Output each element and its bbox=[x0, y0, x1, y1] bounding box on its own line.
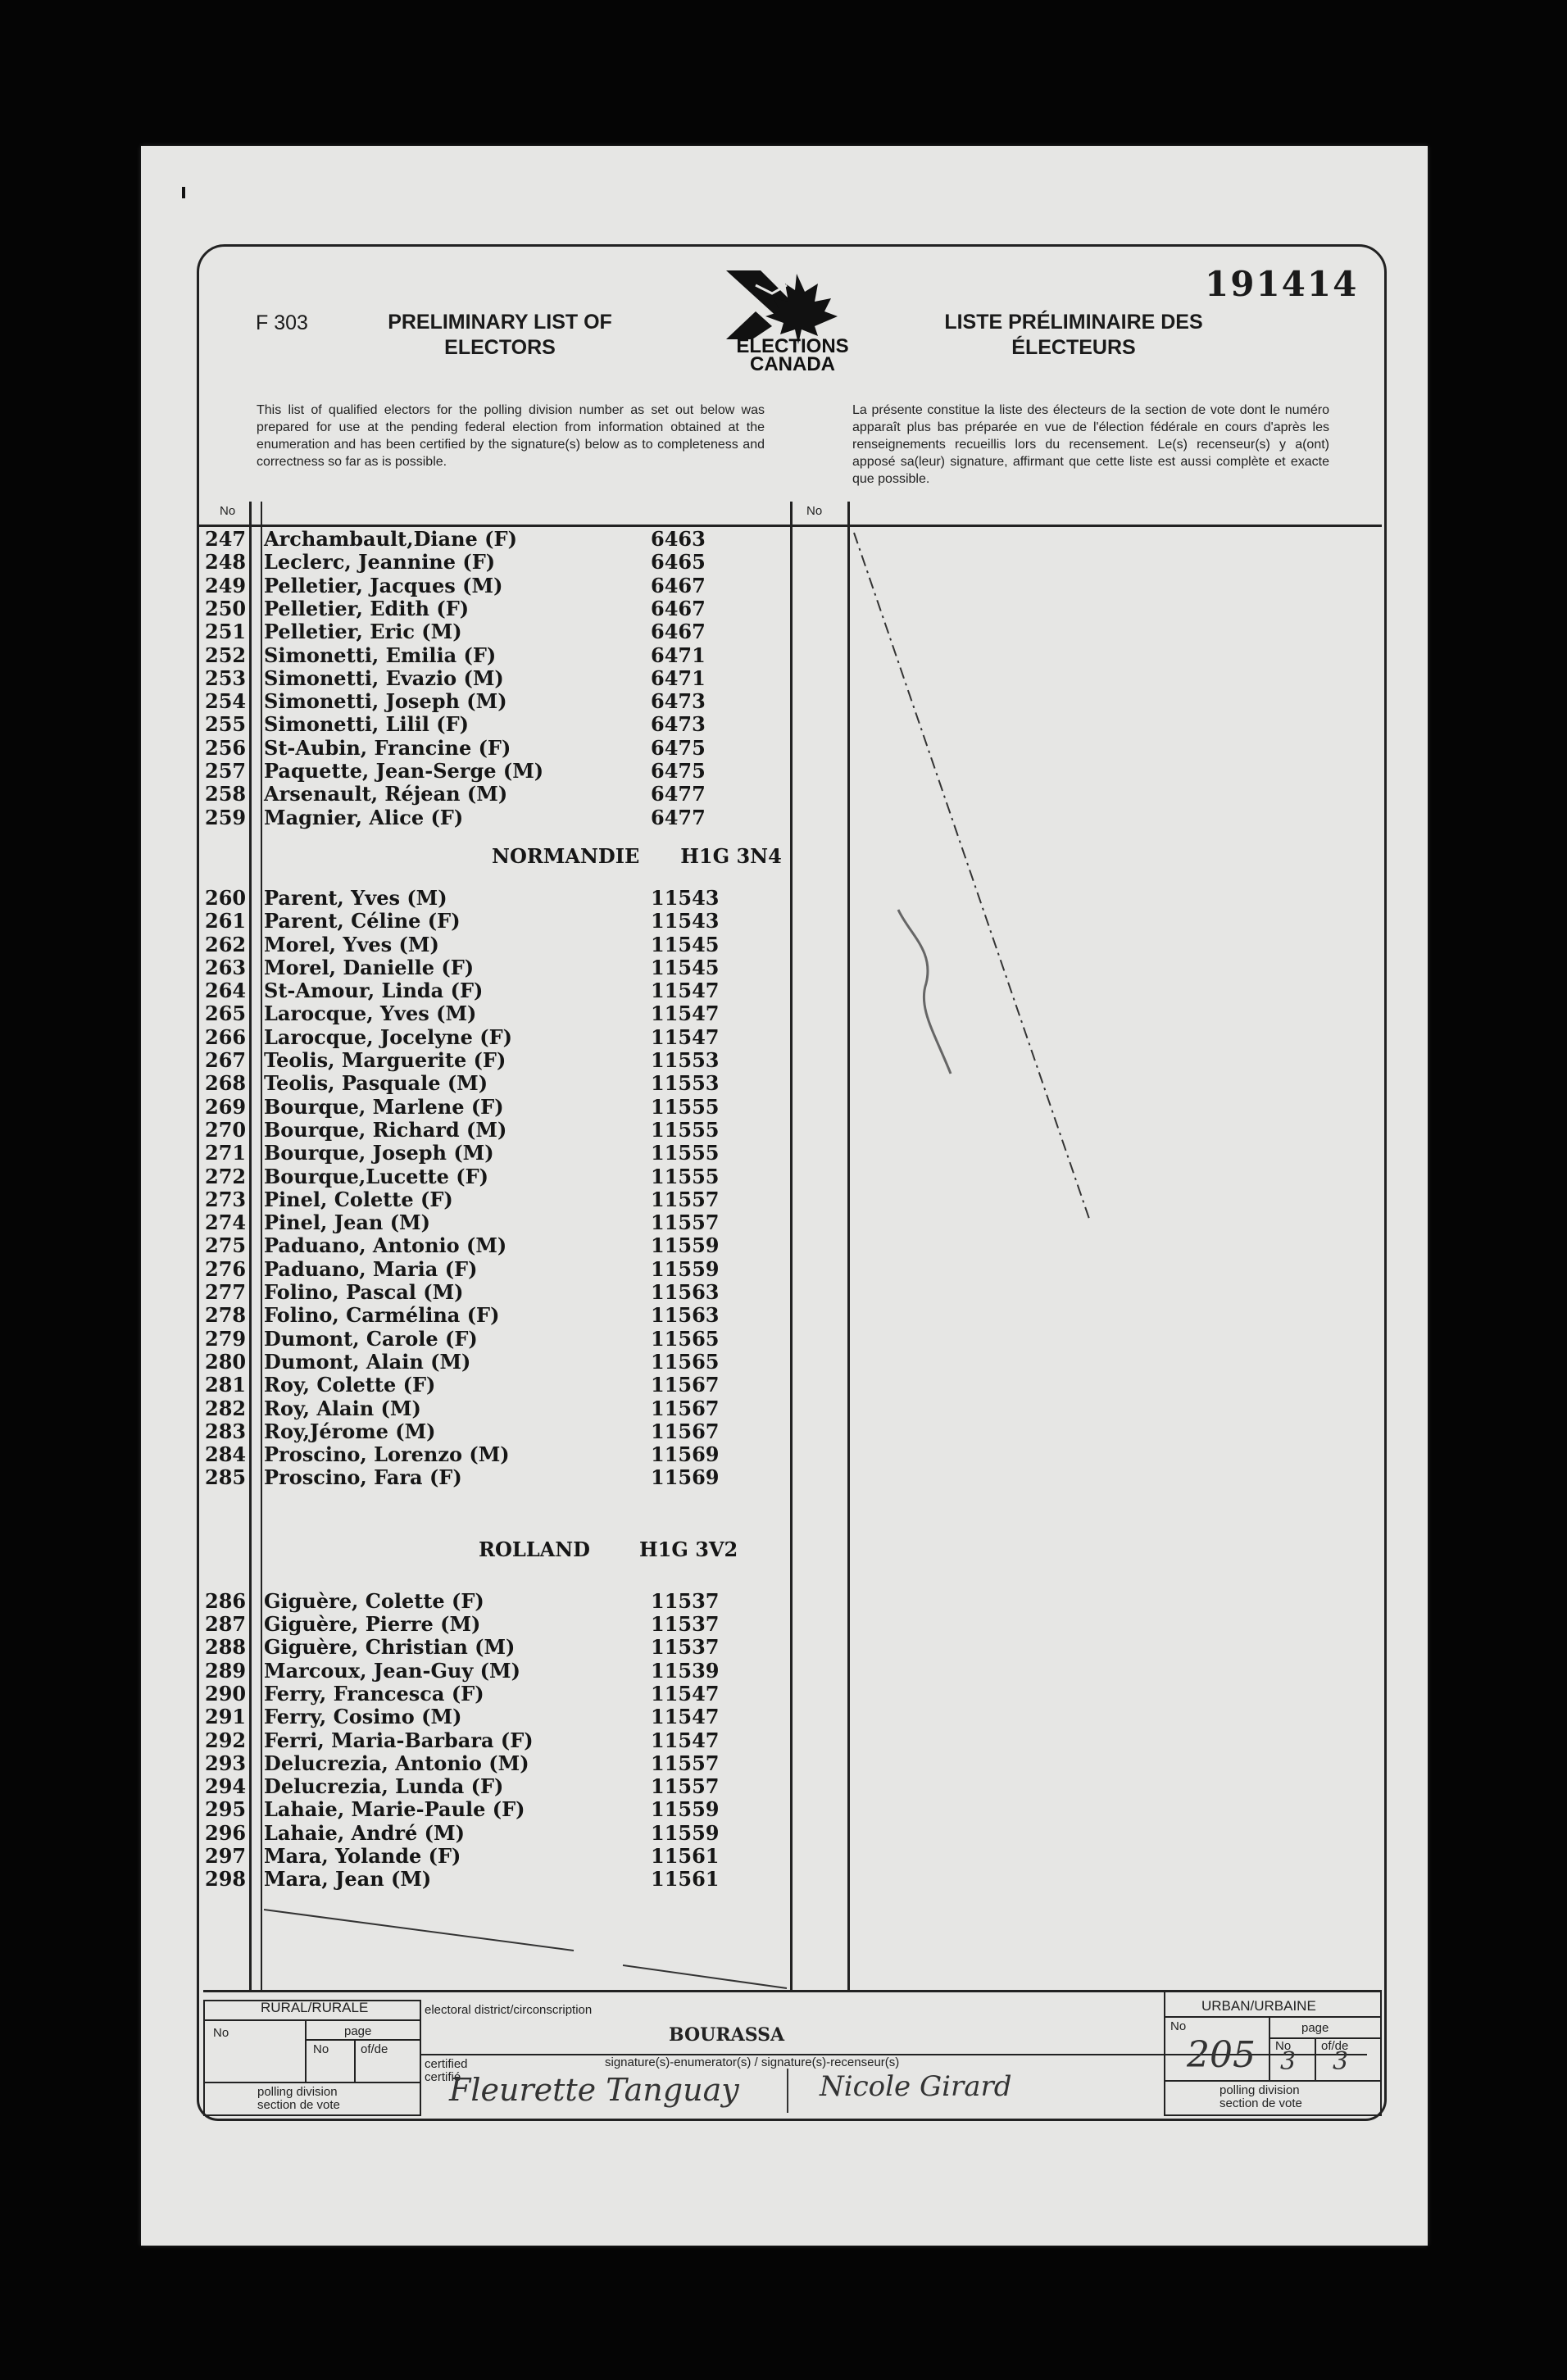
elector-number: 267 bbox=[205, 1048, 247, 1072]
elector-name: Giguère, Pierre (M) bbox=[264, 1612, 481, 1636]
rural-polling-label: polling division bbox=[257, 2085, 338, 2099]
logo-text-line1: ELECTIONS bbox=[736, 335, 849, 357]
urban-section-label: section de vote bbox=[1220, 2096, 1302, 2110]
civic-number: 11543 bbox=[651, 885, 720, 910]
civic-number: 11553 bbox=[651, 1071, 720, 1096]
column-rule bbox=[249, 502, 252, 1992]
civic-number: 6467 bbox=[651, 620, 706, 644]
civic-number: 11547 bbox=[651, 1002, 720, 1026]
elector-number: 260 bbox=[205, 885, 247, 910]
civic-number: 11559 bbox=[651, 1820, 720, 1845]
street-heading bbox=[479, 1537, 738, 1562]
elector-name: Delucrezia, Antonio (M) bbox=[264, 1751, 529, 1775]
civic-number: 11567 bbox=[651, 1396, 720, 1420]
elector-name: Ferry, Cosimo (M) bbox=[264, 1705, 462, 1729]
elector-name: St-Aubin, Francine (F) bbox=[264, 735, 511, 760]
elector-number: 284 bbox=[205, 1442, 247, 1467]
civic-number: 11547 bbox=[651, 1705, 720, 1729]
elector-name: Pinel, Colette (F) bbox=[264, 1187, 453, 1211]
civic-number: 11569 bbox=[651, 1465, 720, 1490]
elector-name: Delucrezia, Lunda (F) bbox=[264, 1774, 504, 1799]
title-english: PRELIMINARY LIST OF ELECTORS bbox=[388, 311, 612, 359]
rural-label: RURAL/RURALE bbox=[261, 2000, 369, 2015]
elector-name: Dumont, Alain (M) bbox=[264, 1349, 471, 1374]
logo-wordmark bbox=[715, 335, 870, 375]
elector-name: Teolis, Pasquale (M) bbox=[264, 1071, 488, 1096]
civic-number: 11565 bbox=[651, 1326, 720, 1351]
civic-number: 6463 bbox=[651, 527, 706, 551]
logo-text-line2: CANADA bbox=[750, 353, 835, 375]
civic-number: 11559 bbox=[651, 1797, 720, 1822]
column-rule bbox=[790, 502, 793, 1992]
civic-number: 11561 bbox=[651, 1844, 720, 1868]
elector-name: Giguère, Colette (F) bbox=[264, 1588, 484, 1613]
elector-number: 279 bbox=[205, 1326, 247, 1351]
elector-name: Simonetti, Evazio (M) bbox=[264, 665, 504, 690]
urban-rule bbox=[1315, 2039, 1316, 2080]
civic-number: 6471 bbox=[651, 665, 706, 690]
elector-name: Paduano, Maria (F) bbox=[264, 1256, 478, 1281]
elector-name: Proscino, Fara (F) bbox=[264, 1465, 462, 1490]
elector-number: 259 bbox=[205, 805, 247, 829]
civic-number: 11569 bbox=[651, 1442, 720, 1467]
rural-rule bbox=[203, 2082, 420, 2083]
elector-name: Paduano, Antonio (M) bbox=[264, 1233, 507, 1258]
elector-number: 292 bbox=[205, 1728, 247, 1752]
elector-number: 276 bbox=[205, 1256, 247, 1281]
street-heading bbox=[492, 844, 782, 869]
civic-number: 6471 bbox=[651, 643, 706, 667]
elector-number: 270 bbox=[205, 1117, 247, 1142]
civic-number: 6475 bbox=[651, 735, 706, 760]
urban-page-no-label: No bbox=[1275, 2039, 1292, 2053]
civic-number: 11557 bbox=[651, 1187, 720, 1211]
intro-french: La présente constitue la liste des électeurs de la section de vote dont le numéro apparaît plus bas préparée en vue de l'élection fédérale en cours d'après les renseignements recueillis lors du recensement. Le(s) recenseur(s) y a(ont) apposé sa(leur) signature, affirmant que cette liste est aussi complète et exacte que possible. bbox=[852, 403, 1329, 486]
rural-rule bbox=[305, 2021, 307, 2082]
elector-number: 274 bbox=[205, 1210, 247, 1235]
urban-rule bbox=[1164, 2080, 1380, 2082]
civic-number: 6467 bbox=[651, 596, 706, 620]
elector-number: 269 bbox=[205, 1094, 247, 1119]
civic-number: 11547 bbox=[651, 979, 720, 1003]
civic-number: 11557 bbox=[651, 1751, 720, 1775]
elector-name: Roy, Alain (M) bbox=[264, 1396, 421, 1420]
elector-name: Parent, Yves (M) bbox=[264, 885, 447, 910]
civic-number: 11539 bbox=[651, 1658, 720, 1683]
signature-label: signature(s)-enumerator(s) / signature(s)-recenseur(s) bbox=[605, 2055, 900, 2069]
rural-section-label: section de vote bbox=[257, 2098, 340, 2112]
rural-rule bbox=[203, 2019, 420, 2021]
civic-number: 11547 bbox=[651, 1728, 720, 1752]
elector-number: 291 bbox=[205, 1705, 247, 1729]
form-code: F 303 bbox=[256, 311, 308, 334]
elector-name: Pelletier, Edith (F) bbox=[264, 596, 470, 620]
urban-rule bbox=[1164, 2016, 1380, 2018]
district-name: BOURASSA bbox=[669, 2024, 785, 2046]
civic-number: 11545 bbox=[651, 932, 720, 956]
elector-number: 263 bbox=[205, 955, 247, 979]
elector-name: Larocque, Yves (M) bbox=[264, 1002, 477, 1026]
elector-number: 272 bbox=[205, 1164, 247, 1188]
civic-number: 11557 bbox=[651, 1774, 720, 1799]
elector-number: 282 bbox=[205, 1396, 247, 1420]
civic-number: 11545 bbox=[651, 955, 720, 979]
elector-number: 296 bbox=[205, 1820, 247, 1845]
elector-name: Morel, Yves (M) bbox=[264, 932, 439, 956]
street-name: ROLLAND bbox=[479, 1537, 590, 1561]
civic-number: 11567 bbox=[651, 1373, 720, 1397]
elector-number: 261 bbox=[205, 909, 247, 933]
elector-name: Folino, Pascal (M) bbox=[264, 1280, 464, 1304]
elector-number: 285 bbox=[205, 1465, 247, 1490]
elector-name: Dumont, Carole (F) bbox=[264, 1326, 478, 1351]
elector-name: Pelletier, Jacques (M) bbox=[264, 573, 503, 597]
civic-number: 11547 bbox=[651, 1024, 720, 1049]
elector-name: Marcoux, Jean-Guy (M) bbox=[264, 1658, 520, 1683]
street-name: NORMANDIE bbox=[492, 843, 640, 868]
enumerator-signature-2: Nicole Girard bbox=[820, 2070, 1012, 2103]
elector-name: Bourque,Lucette (F) bbox=[264, 1164, 488, 1188]
column-header-number: No bbox=[806, 504, 823, 518]
elector-number: 290 bbox=[205, 1681, 247, 1706]
civic-number: 11543 bbox=[651, 909, 720, 933]
elector-name: Ferry, Francesca (F) bbox=[264, 1681, 484, 1706]
elector-number: 251 bbox=[205, 620, 247, 644]
elector-number: 254 bbox=[205, 689, 247, 714]
elector-name: Bourque, Marlene (F) bbox=[264, 1094, 504, 1119]
postal-code: H1G 3V2 bbox=[638, 1537, 738, 1561]
district-label: electoral district/circonscription bbox=[425, 2003, 593, 2017]
elector-name: Lahaie, André (M) bbox=[264, 1820, 465, 1845]
elector-name: Larocque, Jocelyne (F) bbox=[264, 1024, 513, 1049]
elector-number: 287 bbox=[205, 1612, 247, 1636]
elector-number: 264 bbox=[205, 979, 247, 1003]
elector-number: 266 bbox=[205, 1024, 247, 1049]
column-header-number: No bbox=[220, 504, 236, 518]
civic-number: 11565 bbox=[651, 1349, 720, 1374]
elector-name: Arsenault, Réjean (M) bbox=[264, 782, 508, 806]
elector-name: Proscino, Lorenzo (M) bbox=[264, 1442, 510, 1467]
elector-name: Leclerc, Jeannine (F) bbox=[264, 550, 496, 575]
elector-number: 288 bbox=[205, 1635, 247, 1660]
elector-number: 248 bbox=[205, 550, 247, 575]
elector-number: 257 bbox=[205, 759, 247, 783]
rural-rule bbox=[354, 2041, 356, 2082]
elector-number: 280 bbox=[205, 1349, 247, 1374]
elector-name: Lahaie, Marie-Paule (F) bbox=[264, 1797, 525, 1822]
form-footer bbox=[203, 1990, 1380, 2114]
elector-number: 281 bbox=[205, 1373, 247, 1397]
title-french: LISTE PRÉLIMINAIRE DES ÉLECTEURS bbox=[944, 311, 1203, 359]
elector-number: 268 bbox=[205, 1071, 247, 1096]
elector-name: St-Amour, Linda (F) bbox=[264, 979, 484, 1003]
elector-name: Magnier, Alice (F) bbox=[264, 805, 464, 829]
civic-number: 6465 bbox=[651, 550, 706, 575]
elector-name: Folino, Carmélina (F) bbox=[264, 1303, 500, 1328]
elector-name: Mara, Jean (M) bbox=[264, 1867, 432, 1892]
elector-number: 262 bbox=[205, 932, 247, 956]
elector-name: Giguère, Christian (M) bbox=[264, 1635, 516, 1660]
urban-polling-label: polling division bbox=[1220, 2083, 1300, 2097]
postal-code: H1G 3N4 bbox=[680, 843, 782, 868]
civic-number: 6473 bbox=[651, 712, 706, 737]
rural-of-label: of/de bbox=[361, 2042, 388, 2056]
elector-number: 265 bbox=[205, 1002, 247, 1026]
elector-name: Ferri, Maria-Barbara (F) bbox=[264, 1728, 534, 1752]
civic-number: 6477 bbox=[651, 782, 706, 806]
elector-number: 255 bbox=[205, 712, 247, 737]
elector-number: 258 bbox=[205, 782, 247, 806]
civic-number: 11563 bbox=[651, 1280, 720, 1304]
civic-number: 6475 bbox=[651, 759, 706, 783]
elector-name: Simonetti, Emilia (F) bbox=[264, 643, 497, 667]
rural-no-label: No bbox=[213, 2026, 229, 2040]
elector-name: Simonetti, Lilil (F) bbox=[264, 712, 470, 737]
elector-name: Bourque, Richard (M) bbox=[264, 1117, 507, 1142]
elector-number: 252 bbox=[205, 643, 247, 667]
civic-number: 11563 bbox=[651, 1303, 720, 1328]
urban-of-value: 3 bbox=[1333, 2047, 1349, 2076]
elector-name: Simonetti, Joseph (M) bbox=[264, 689, 507, 714]
elector-name: Pelletier, Eric (M) bbox=[264, 620, 462, 644]
column-rule bbox=[261, 502, 262, 1992]
urban-no-label: No bbox=[1170, 2019, 1187, 2033]
civic-number: 6467 bbox=[651, 573, 706, 597]
elector-name: Pinel, Jean (M) bbox=[264, 1210, 430, 1235]
elector-name: Bourque, Joseph (M) bbox=[264, 1141, 494, 1165]
civic-number: 11559 bbox=[651, 1256, 720, 1281]
elector-number: 250 bbox=[205, 596, 247, 620]
civic-number: 11555 bbox=[651, 1141, 720, 1165]
elector-number: 278 bbox=[205, 1303, 247, 1328]
civic-number: 11537 bbox=[651, 1612, 720, 1636]
civic-number: 11557 bbox=[651, 1210, 720, 1235]
civic-number: 11555 bbox=[651, 1094, 720, 1119]
elector-name: Archambault,Diane (F) bbox=[264, 527, 517, 551]
civic-number: 11537 bbox=[651, 1635, 720, 1660]
elector-number: 271 bbox=[205, 1141, 247, 1165]
civic-number: 11555 bbox=[651, 1117, 720, 1142]
elector-name: Paquette, Jean-Serge (M) bbox=[264, 759, 544, 783]
rural-page-label: page bbox=[344, 2024, 372, 2038]
elector-number: 297 bbox=[205, 1844, 247, 1868]
elector-name: Morel, Danielle (F) bbox=[264, 955, 475, 979]
rural-rule bbox=[305, 2039, 420, 2041]
civic-number: 11547 bbox=[651, 1681, 720, 1706]
rural-page-no-label: No bbox=[313, 2042, 329, 2056]
elector-number: 293 bbox=[205, 1751, 247, 1775]
elector-number: 295 bbox=[205, 1797, 247, 1822]
civic-number: 11555 bbox=[651, 1164, 720, 1188]
civic-number: 11553 bbox=[651, 1048, 720, 1072]
document-number: 191414 bbox=[1205, 264, 1359, 304]
intro-english: This list of qualified electors for the polling division number as set out below was prepared for use at the pending federal election from information obtained at the enumeration and has been certified by the signature(s) below as to completeness and correctness so far as is possible. bbox=[257, 403, 765, 469]
civic-number: 11561 bbox=[651, 1867, 720, 1892]
elector-number: 247 bbox=[205, 527, 247, 551]
enumerator-signature-1: Fleurette Tanguay bbox=[449, 2072, 739, 2108]
elector-name: Roy, Colette (F) bbox=[264, 1373, 436, 1397]
elector-number: 289 bbox=[205, 1658, 247, 1683]
elector-number: 256 bbox=[205, 735, 247, 760]
elector-number: 275 bbox=[205, 1233, 247, 1258]
elector-name: Roy,Jérome (M) bbox=[264, 1419, 436, 1443]
elector-number: 249 bbox=[205, 573, 247, 597]
urban-page-label: page bbox=[1301, 2021, 1329, 2035]
urban-division-value: 205 bbox=[1187, 2034, 1256, 2076]
elector-number: 286 bbox=[205, 1588, 247, 1613]
civic-number: 11537 bbox=[651, 1588, 720, 1613]
civic-number: 11559 bbox=[651, 1233, 720, 1258]
urban-rule bbox=[1269, 2018, 1270, 2080]
elector-number: 277 bbox=[205, 1280, 247, 1304]
elector-number: 283 bbox=[205, 1419, 247, 1443]
elector-name: Teolis, Marguerite (F) bbox=[264, 1048, 506, 1072]
elector-name: Parent, Céline (F) bbox=[264, 909, 461, 933]
elector-number: 253 bbox=[205, 665, 247, 690]
elector-number: 273 bbox=[205, 1187, 247, 1211]
urban-of-label: of/de bbox=[1321, 2039, 1349, 2053]
certified-label-fr: certifié bbox=[425, 2070, 461, 2084]
civic-number: 11567 bbox=[651, 1419, 720, 1443]
urban-label: URBAN/URBAINE bbox=[1201, 1998, 1316, 2014]
urban-page-value: 3 bbox=[1280, 2047, 1297, 2076]
signature-divider bbox=[787, 2069, 788, 2113]
civic-number: 6477 bbox=[651, 805, 706, 829]
paper-speck bbox=[182, 187, 185, 198]
certified-label-en: certified bbox=[425, 2057, 468, 2071]
elector-number: 298 bbox=[205, 1867, 247, 1892]
elector-number: 294 bbox=[205, 1774, 247, 1799]
civic-number: 6473 bbox=[651, 689, 706, 714]
column-rule bbox=[847, 502, 850, 1992]
elector-name: Mara, Yolande (F) bbox=[264, 1844, 461, 1868]
